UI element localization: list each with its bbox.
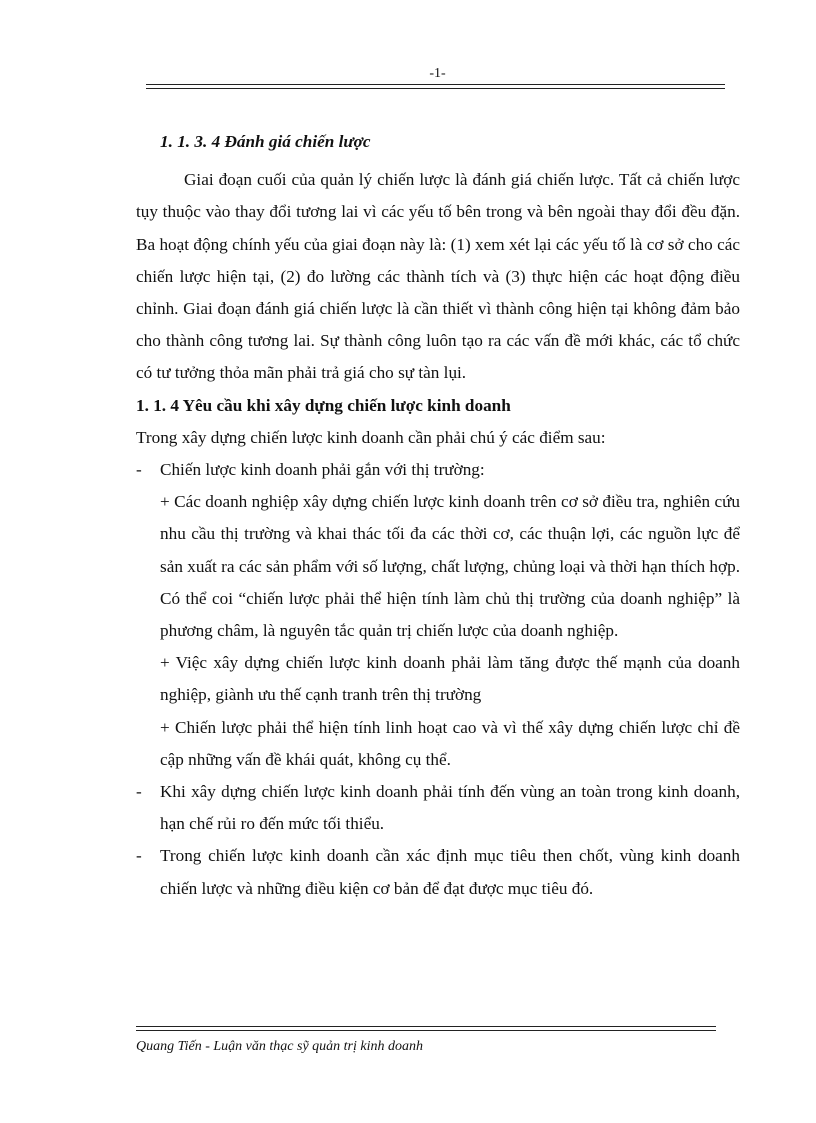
sub-item: + Các doanh nghiệp xây dựng chiến lược kinh doanh trên cơ sở điều tra, nghiên cứu nhu cầu thị trường và khai thác tối đa các thời cơ, các thuận lợi, các nguồn lực để sản xuất ra các sản phẩm với số lượng, chất lượng, chủng loại và thời hạn thích hợp. Có thể coi “chiến lược phải thể hiện tính làm chủ thị trường của doanh nghiệp” là phương châm, là nguyên tắc quản trị chiến lược của doanh nghiệp. [160,492,740,641]
document-body [136,126,740,905]
list-dash: - [136,782,142,802]
footer-divider [136,1026,716,1031]
list-item [136,776,740,840]
footer-text: Quang Tiến - Luận văn thạc sỹ quản trị kinh doanh [136,1039,423,1054]
page-number: -1- [429,66,446,81]
list-item-text: Trong chiến lược kinh doanh cần xác định mục tiêu then chốt, vùng kinh doanh chiến lược và những điều kiện cơ bản để đạt được mục tiêu đó. [160,846,740,898]
list-item [136,840,740,904]
list-item [136,454,740,486]
section-heading-114: 1. 1. 4 Yêu cầu khi xây dựng chiến lược kinh doanh [136,395,511,415]
section-intro-114: Trong xây dựng chiến lược kinh doanh cần phải chú ý các điểm sau: [136,427,606,447]
list-dash: - [136,460,142,480]
section-paragraph-1134: Giai đoạn cuối của quản lý chiến lược là đánh giá chiến lược. Tất cả chiến lược tụy thuộc vào thay đổi tương lai vì các yếu tố bên trong và bên ngoài thay đổi đều đặn. Ba hoạt động chính yếu của giai đoạn này là: (1) xem xét lại các yếu tố là cơ sở cho các chiến lược hiện tại, (2) đo lường các thành tích và (3) thực hiện các hoạt động điều chỉnh. Giai đoạn đánh giá chiến lược là cần thiết vì thành công hiện tại không đảm bảo cho thành công tương lai. Sự thành công luôn tạo ra các vấn đề mới khác, các tổ chức có tư tưởng thỏa mãn phải trả giá cho sự tàn lụi. [136,170,740,383]
sub-item: + Việc xây dựng chiến lược kinh doanh phải làm tăng được thế mạnh của doanh nghiệp, giành ưu thế cạnh tranh trên thị trường [160,653,740,705]
header-divider [146,84,725,89]
list-item-text: Khi xây dựng chiến lược kinh doanh phải tính đến vùng an toàn trong kinh doanh, hạn chế rủi ro đến mức tối thiểu. [160,782,740,834]
sub-item: + Chiến lược phải thể hiện tính linh hoạt cao và vì thế xây dựng chiến lược chỉ đề cập những vấn đề khái quát, không cụ thể. [160,717,740,769]
list-dash: - [136,846,142,866]
list-item-text: Chiến lược kinh doanh phải gắn với thị trường: [160,460,485,480]
section-heading-1134: 1. 1. 3. 4 Đánh giá chiến lược [160,132,371,151]
